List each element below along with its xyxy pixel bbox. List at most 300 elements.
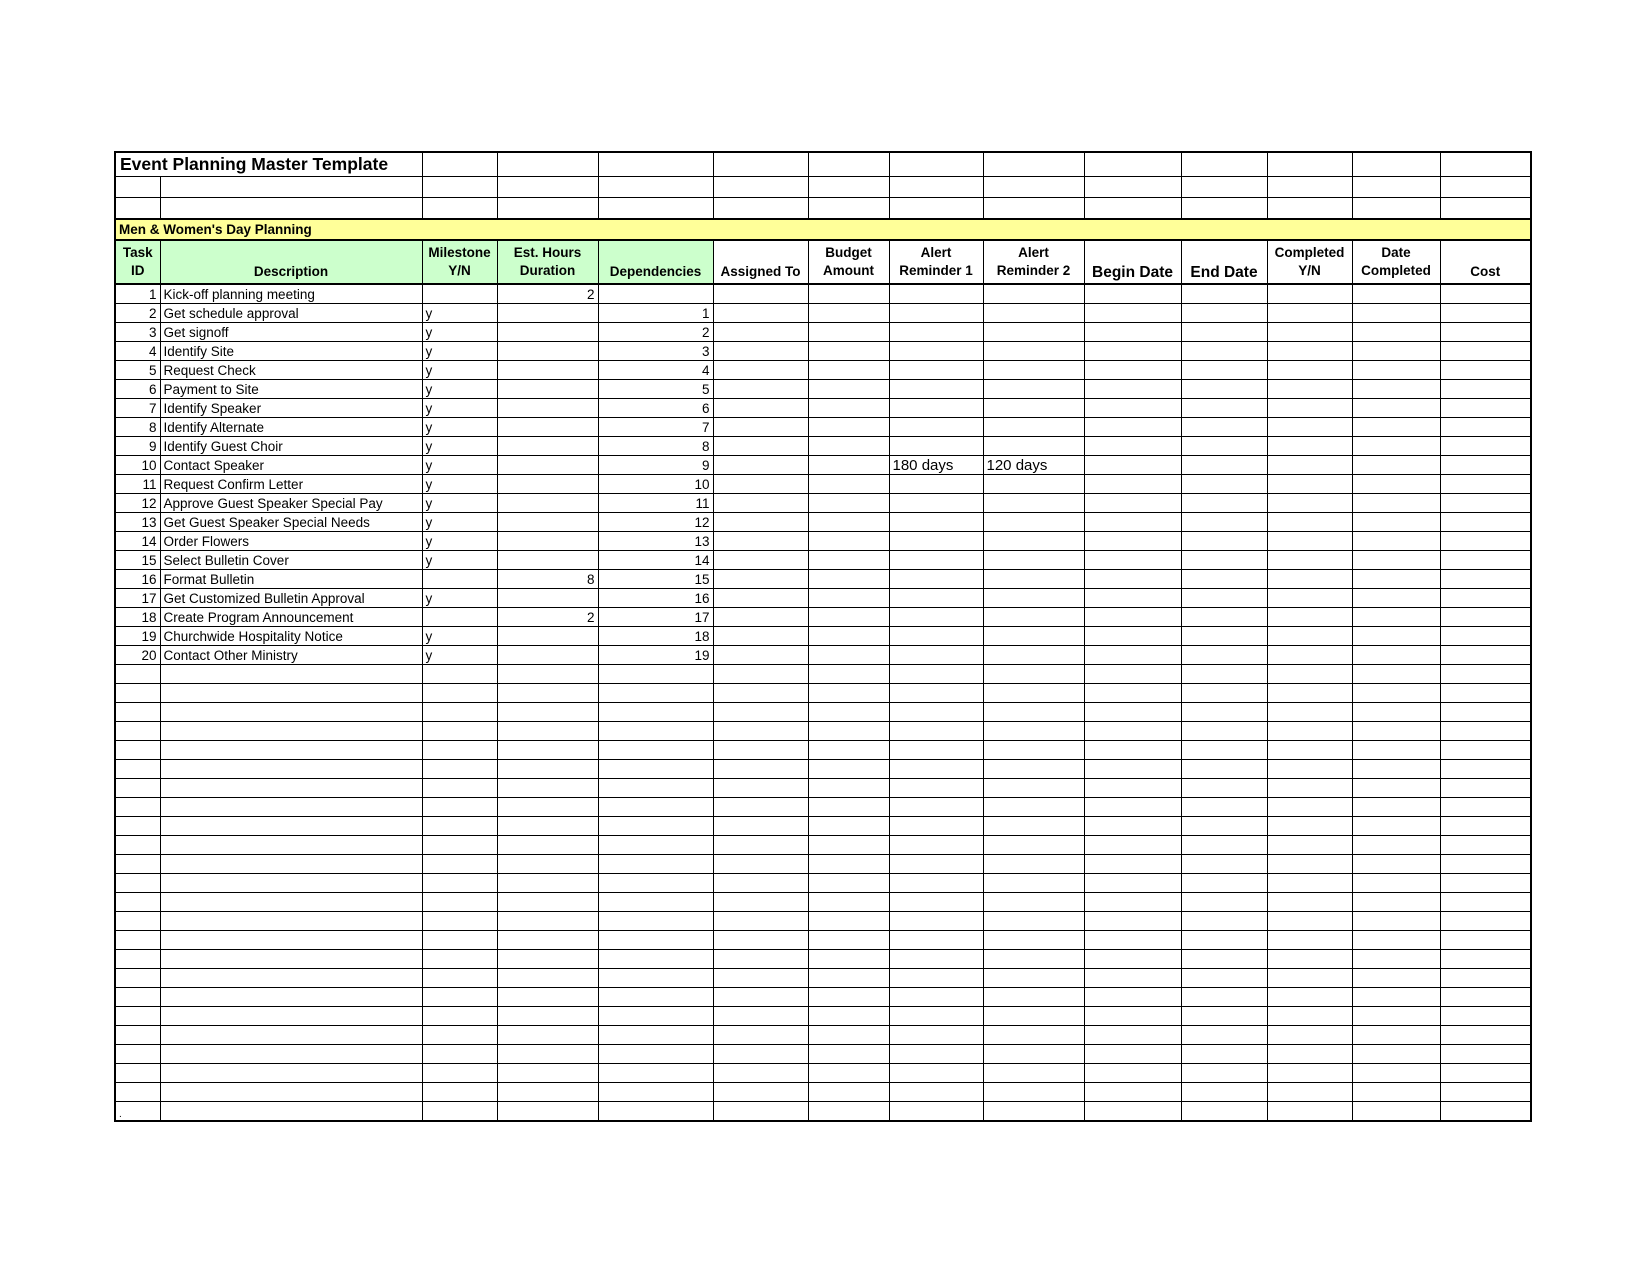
cost-cell[interactable] [1440,418,1531,437]
est-hours-cell[interactable] [497,456,598,475]
completed-cell[interactable] [1267,342,1352,361]
alert-reminder-2-cell[interactable] [983,342,1084,361]
cell[interactable] [1267,177,1352,198]
cell[interactable] [1352,152,1440,177]
header-budget[interactable] [808,240,889,284]
date-completed-cell[interactable] [1352,532,1440,551]
cell[interactable] [983,198,1084,220]
cell[interactable] [598,177,713,198]
cell[interactable] [422,893,497,912]
task-id-cell[interactable]: 3 [115,323,160,342]
cell[interactable] [1440,1102,1531,1122]
cell[interactable] [1181,874,1267,893]
cell[interactable] [808,1064,889,1083]
header-assigned-to[interactable]: Assigned To [713,240,808,284]
cell[interactable] [115,198,160,220]
begin-date-cell[interactable] [1084,475,1181,494]
cell[interactable] [497,817,598,836]
completed-cell[interactable] [1267,380,1352,399]
cell[interactable] [497,836,598,855]
cell[interactable] [1352,912,1440,931]
est-hours-cell[interactable]: 2 [497,608,598,627]
cell[interactable] [713,912,808,931]
cell[interactable] [1267,722,1352,741]
cell[interactable] [1084,722,1181,741]
task-id-cell[interactable]: 7 [115,399,160,418]
cell[interactable] [1084,855,1181,874]
cell[interactable] [808,855,889,874]
cell[interactable] [983,988,1084,1007]
est-hours-cell[interactable] [497,323,598,342]
header-milestone[interactable] [422,240,497,284]
cell[interactable] [808,703,889,722]
description-cell[interactable]: Identify Site [160,342,422,361]
alert-reminder-1-cell[interactable] [889,399,983,418]
cell[interactable] [808,912,889,931]
cell[interactable] [713,665,808,684]
cost-cell[interactable] [1440,589,1531,608]
cell[interactable] [983,855,1084,874]
cell[interactable] [983,722,1084,741]
cell[interactable] [422,988,497,1007]
date-completed-cell[interactable] [1352,418,1440,437]
cell[interactable] [422,874,497,893]
cell[interactable] [1181,893,1267,912]
est-hours-cell[interactable] [497,551,598,570]
budget-cell[interactable] [808,284,889,304]
cell[interactable] [1267,1064,1352,1083]
est-hours-cell[interactable] [497,589,598,608]
est-hours-cell[interactable]: 8 [497,570,598,589]
assigned-to-cell[interactable] [713,284,808,304]
alert-reminder-1-cell[interactable] [889,532,983,551]
est-hours-cell[interactable] [497,532,598,551]
cell[interactable] [160,798,422,817]
task-id-cell[interactable]: 4 [115,342,160,361]
cell[interactable] [1440,1083,1531,1102]
cell[interactable] [422,684,497,703]
budget-cell[interactable] [808,475,889,494]
alert-reminder-1-cell[interactable] [889,475,983,494]
cell[interactable] [1181,855,1267,874]
cell[interactable] [497,1102,598,1122]
cell[interactable] [983,1064,1084,1083]
cell[interactable] [808,931,889,950]
alert-reminder-2-cell[interactable] [983,361,1084,380]
cell[interactable] [422,760,497,779]
cell[interactable] [1084,893,1181,912]
cell[interactable] [497,1045,598,1064]
cell[interactable] [497,152,598,177]
cell[interactable] [1352,1064,1440,1083]
cell[interactable] [1440,722,1531,741]
cell[interactable] [598,912,713,931]
cell[interactable] [889,836,983,855]
date-completed-cell[interactable] [1352,646,1440,665]
milestone-cell[interactable] [422,608,497,627]
cell[interactable] [983,798,1084,817]
alert-reminder-1-cell[interactable] [889,646,983,665]
description-cell[interactable]: Format Bulletin [160,570,422,589]
begin-date-cell[interactable] [1084,304,1181,323]
cost-cell[interactable] [1440,399,1531,418]
alert-reminder-2-cell[interactable] [983,608,1084,627]
cell[interactable] [115,855,160,874]
budget-cell[interactable] [808,456,889,475]
cell[interactable] [1267,817,1352,836]
cell[interactable] [713,969,808,988]
completed-cell[interactable] [1267,494,1352,513]
description-cell[interactable]: Request Confirm Letter [160,475,422,494]
cell[interactable] [1440,950,1531,969]
cell[interactable] [1084,950,1181,969]
cell[interactable] [160,760,422,779]
cell[interactable] [598,988,713,1007]
cell[interactable] [497,703,598,722]
cell[interactable] [889,665,983,684]
cell[interactable] [1352,665,1440,684]
budget-cell[interactable] [808,551,889,570]
cell[interactable] [422,1045,497,1064]
date-completed-cell[interactable] [1352,494,1440,513]
cell[interactable] [889,1026,983,1045]
cell[interactable] [1181,779,1267,798]
cell[interactable] [422,741,497,760]
cost-cell[interactable] [1440,284,1531,304]
date-completed-cell[interactable] [1352,551,1440,570]
sheet-title[interactable]: Event Planning Master Template [115,152,422,177]
cell[interactable] [713,152,808,177]
cell[interactable] [808,684,889,703]
cell[interactable] [497,198,598,220]
end-date-cell[interactable] [1181,627,1267,646]
cell[interactable] [160,1083,422,1102]
date-completed-cell[interactable] [1352,361,1440,380]
cell[interactable] [1084,988,1181,1007]
end-date-cell[interactable] [1181,361,1267,380]
cell[interactable] [1267,741,1352,760]
cell[interactable] [713,988,808,1007]
section-title[interactable]: Men & Women's Day Planning [115,219,1531,240]
alert-reminder-1-cell[interactable] [889,551,983,570]
cell[interactable] [598,760,713,779]
cell[interactable] [115,177,160,198]
date-completed-cell[interactable] [1352,589,1440,608]
dependencies-cell[interactable]: 4 [598,361,713,380]
cell[interactable] [422,1064,497,1083]
cell[interactable] [160,703,422,722]
cell[interactable] [497,874,598,893]
end-date-cell[interactable] [1181,380,1267,399]
milestone-cell[interactable] [422,284,497,304]
assigned-to-cell[interactable] [713,494,808,513]
cell[interactable] [808,950,889,969]
cell[interactable] [115,969,160,988]
cell[interactable] [889,741,983,760]
cell[interactable] [1440,1045,1531,1064]
cell[interactable] [983,893,1084,912]
cell[interactable] [1267,969,1352,988]
completed-cell[interactable] [1267,475,1352,494]
assigned-to-cell[interactable] [713,399,808,418]
cell[interactable] [983,779,1084,798]
cell[interactable] [1181,912,1267,931]
cell[interactable] [160,969,422,988]
cell[interactable] [1352,1102,1440,1122]
cost-cell[interactable] [1440,380,1531,399]
dependencies-cell[interactable]: 12 [598,513,713,532]
cost-cell[interactable] [1440,646,1531,665]
budget-cell[interactable] [808,494,889,513]
cell[interactable] [1352,779,1440,798]
date-completed-cell[interactable] [1352,475,1440,494]
cell[interactable] [713,874,808,893]
cell[interactable] [1181,703,1267,722]
cell[interactable] [889,1102,983,1122]
cell[interactable] [1267,684,1352,703]
cell[interactable] [1440,969,1531,988]
cell[interactable] [160,836,422,855]
cell[interactable] [983,1045,1084,1064]
cell[interactable] [1181,152,1267,177]
cell[interactable] [808,969,889,988]
milestone-cell[interactable]: y [422,304,497,323]
cell[interactable] [1440,893,1531,912]
cell[interactable] [1352,836,1440,855]
cell[interactable] [713,703,808,722]
cell[interactable] [1181,1026,1267,1045]
completed-cell[interactable] [1267,627,1352,646]
cell[interactable] [598,703,713,722]
budget-cell[interactable] [808,646,889,665]
task-id-cell[interactable]: 5 [115,361,160,380]
cell[interactable] [983,1083,1084,1102]
cell[interactable] [1352,684,1440,703]
cell[interactable] [422,931,497,950]
cell[interactable] [1440,152,1531,177]
cost-cell[interactable] [1440,532,1531,551]
cell[interactable] [713,1007,808,1026]
cell[interactable] [115,950,160,969]
cell[interactable] [1440,198,1531,220]
cell[interactable] [160,722,422,741]
cell[interactable] [1440,741,1531,760]
cell[interactable] [808,198,889,220]
cell[interactable] [115,1045,160,1064]
cost-cell[interactable] [1440,627,1531,646]
cell[interactable] [1352,198,1440,220]
dependencies-cell[interactable]: 1 [598,304,713,323]
alert-reminder-1-cell[interactable]: 180 days [889,456,983,475]
task-id-cell[interactable]: 20 [115,646,160,665]
assigned-to-cell[interactable] [713,589,808,608]
cell[interactable] [160,1102,422,1122]
cell[interactable] [1084,912,1181,931]
cell[interactable] [1440,912,1531,931]
cell[interactable] [1267,1045,1352,1064]
cell[interactable] [713,798,808,817]
cell[interactable] [422,198,497,220]
completed-cell[interactable] [1267,608,1352,627]
cell[interactable] [115,988,160,1007]
alert-reminder-2-cell[interactable] [983,494,1084,513]
assigned-to-cell[interactable] [713,456,808,475]
cell[interactable] [497,684,598,703]
cell[interactable] [115,760,160,779]
cell[interactable] [1084,874,1181,893]
cell[interactable] [1267,855,1352,874]
cell[interactable] [1084,741,1181,760]
alert-reminder-2-cell[interactable] [983,551,1084,570]
cell[interactable] [160,931,422,950]
cell[interactable] [497,1026,598,1045]
cell[interactable] [889,703,983,722]
end-date-cell[interactable] [1181,532,1267,551]
cell[interactable] [713,950,808,969]
cell[interactable] [1267,1083,1352,1102]
cell[interactable] [1267,665,1352,684]
dependencies-cell[interactable]: 15 [598,570,713,589]
milestone-cell[interactable]: y [422,627,497,646]
end-date-cell[interactable] [1181,494,1267,513]
task-id-cell[interactable]: 19 [115,627,160,646]
date-completed-cell[interactable] [1352,437,1440,456]
dependencies-cell[interactable]: 6 [598,399,713,418]
cost-cell[interactable] [1440,361,1531,380]
alert-reminder-2-cell[interactable] [983,646,1084,665]
cell[interactable] [422,665,497,684]
end-date-cell[interactable] [1181,456,1267,475]
cell[interactable] [422,969,497,988]
cell[interactable] [1267,931,1352,950]
cell[interactable] [889,152,983,177]
cell[interactable] [1440,1007,1531,1026]
description-cell[interactable]: Request Check [160,361,422,380]
cell[interactable] [422,836,497,855]
cost-cell[interactable] [1440,551,1531,570]
cell[interactable] [1352,1007,1440,1026]
est-hours-cell[interactable] [497,494,598,513]
cell[interactable] [1267,779,1352,798]
cell[interactable] [983,912,1084,931]
cell[interactable] [983,1007,1084,1026]
cell[interactable] [497,855,598,874]
description-cell[interactable]: Create Program Announcement [160,608,422,627]
cell[interactable] [598,969,713,988]
assigned-to-cell[interactable] [713,361,808,380]
cell[interactable] [1267,1102,1352,1122]
alert-reminder-1-cell[interactable] [889,627,983,646]
budget-cell[interactable] [808,323,889,342]
date-completed-cell[interactable] [1352,323,1440,342]
task-id-cell[interactable]: 15 [115,551,160,570]
cell[interactable] [889,817,983,836]
alert-reminder-2-cell[interactable] [983,532,1084,551]
milestone-cell[interactable]: y [422,475,497,494]
cell[interactable] [808,1102,889,1122]
cell[interactable] [160,1007,422,1026]
cell[interactable] [422,950,497,969]
cell[interactable] [808,152,889,177]
alert-reminder-2-cell[interactable] [983,570,1084,589]
cell[interactable] [1352,969,1440,988]
cell[interactable] [598,1007,713,1026]
cell[interactable] [598,1102,713,1122]
assigned-to-cell[interactable] [713,380,808,399]
header-task-id[interactable] [115,240,160,284]
est-hours-cell[interactable] [497,646,598,665]
cell[interactable] [160,177,422,198]
cell[interactable] [497,931,598,950]
cell[interactable] [497,779,598,798]
description-cell[interactable]: Payment to Site [160,380,422,399]
task-id-cell[interactable]: 9 [115,437,160,456]
cell[interactable] [598,931,713,950]
cell[interactable] [1267,988,1352,1007]
alert-reminder-1-cell[interactable] [889,342,983,361]
cell[interactable] [422,152,497,177]
end-date-cell[interactable] [1181,284,1267,304]
cell[interactable] [889,760,983,779]
cell[interactable] [160,855,422,874]
est-hours-cell[interactable] [497,342,598,361]
cell[interactable] [422,855,497,874]
cell[interactable] [160,817,422,836]
cell[interactable] [1084,760,1181,779]
cell[interactable] [497,1064,598,1083]
cell[interactable] [713,855,808,874]
cell[interactable] [115,1083,160,1102]
cell[interactable] [1084,1026,1181,1045]
description-cell[interactable]: Churchwide Hospitality Notice [160,627,422,646]
milestone-cell[interactable]: y [422,494,497,513]
cell[interactable] [1440,931,1531,950]
cell[interactable] [1181,665,1267,684]
cell[interactable] [497,177,598,198]
cell[interactable] [422,779,497,798]
cell[interactable] [889,912,983,931]
completed-cell[interactable] [1267,532,1352,551]
milestone-cell[interactable]: y [422,418,497,437]
cell[interactable] [1181,950,1267,969]
cell[interactable] [598,874,713,893]
alert-reminder-1-cell[interactable] [889,361,983,380]
cell[interactable] [889,1083,983,1102]
alert-reminder-1-cell[interactable] [889,589,983,608]
cell[interactable] [598,722,713,741]
budget-cell[interactable] [808,627,889,646]
alert-reminder-1-cell[interactable] [889,570,983,589]
est-hours-cell[interactable] [497,437,598,456]
cell[interactable] [1181,1007,1267,1026]
cell[interactable] [1084,969,1181,988]
cell[interactable] [889,988,983,1007]
cell[interactable] [160,741,422,760]
cell[interactable] [808,836,889,855]
cell[interactable] [1084,198,1181,220]
cell[interactable] [713,931,808,950]
dependencies-cell[interactable]: 5 [598,380,713,399]
cell[interactable] [497,741,598,760]
alert-reminder-2-cell[interactable] [983,323,1084,342]
milestone-cell[interactable]: y [422,646,497,665]
cell[interactable] [1352,817,1440,836]
cell[interactable] [1084,1045,1181,1064]
cell[interactable] [983,836,1084,855]
alert-reminder-1-cell[interactable] [889,323,983,342]
cell[interactable] [160,893,422,912]
cell[interactable] [1352,1026,1440,1045]
